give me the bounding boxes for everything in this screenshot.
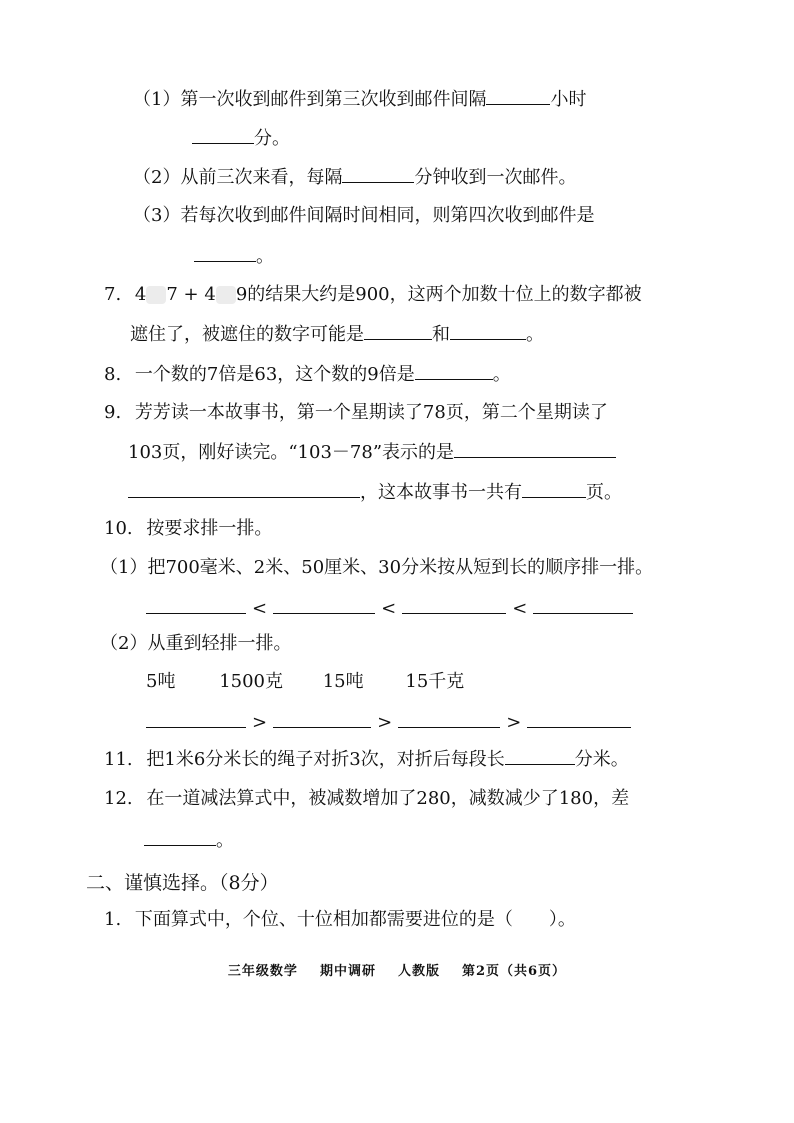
q10-part2 bbox=[100, 632, 291, 656]
footer-exam: 期中调研 bbox=[319, 964, 376, 979]
q7-hidden-digit-1 bbox=[146, 286, 166, 304]
section2-q1-text: 下面算式中，个位、十位相加都需要进位的是（ ）。 bbox=[134, 909, 576, 930]
q7-line2-text-a: 遮住了，被遮住的数字可能是 bbox=[130, 324, 364, 345]
q10-part2-gt-3: > bbox=[506, 712, 522, 733]
q10-number: 10. bbox=[104, 518, 133, 539]
q6-part3-line2 bbox=[194, 243, 274, 269]
q10-part2-items bbox=[146, 670, 464, 694]
q8-number: 8. bbox=[104, 364, 122, 385]
q10-text: 按要求排一排。 bbox=[146, 518, 273, 539]
q11-unit: 分米。 bbox=[574, 749, 629, 770]
q8-blank[interactable] bbox=[415, 361, 493, 380]
q7-line2-text-b: 和 bbox=[432, 324, 450, 345]
q10-part1-lt-2: < bbox=[381, 598, 397, 619]
q6-part3-blank[interactable] bbox=[194, 243, 256, 262]
q7-digit-a: 4 bbox=[134, 284, 147, 305]
q10-part2-gt-1: > bbox=[252, 712, 268, 733]
section2-title: 二、谨慎选择。（8分） bbox=[86, 872, 279, 894]
q9-line3-text-a: ，这本故事书一共有 bbox=[360, 482, 522, 503]
q10-part1-text: 把700毫米、2米、50厘米、30分米按从短到长的顺序排一排。 bbox=[147, 557, 654, 578]
q7-line2-end: 。 bbox=[526, 324, 544, 345]
q10-item-4: 15千克 bbox=[405, 671, 465, 692]
q9-line1-text: 芳芳读一本故事书，第一个星期读了78页，第二个星期读了 bbox=[134, 402, 608, 423]
q6-part1-blank-minutes[interactable] bbox=[192, 125, 254, 144]
q9-blank-pages[interactable] bbox=[522, 479, 586, 498]
q11-blank[interactable] bbox=[505, 746, 575, 765]
q9-blank-meaning-1[interactable] bbox=[454, 439, 616, 458]
q10-part1-blank-1[interactable] bbox=[146, 595, 246, 614]
q9-line3-end: 页。 bbox=[586, 482, 622, 503]
q10-part2-text: 从重到轻排一排。 bbox=[147, 633, 292, 654]
q10-part1 bbox=[100, 556, 653, 580]
q6-part1-text: 第一次收到邮件到第三次收到邮件间隔 bbox=[180, 89, 487, 110]
q10-part1-blank-2[interactable] bbox=[273, 595, 375, 614]
q6-part3-end: 。 bbox=[256, 246, 274, 267]
q8-line bbox=[104, 361, 511, 387]
q9-line2 bbox=[128, 439, 616, 465]
q10-part1-blank-4[interactable] bbox=[533, 595, 633, 614]
q6-part2-number: （2） bbox=[133, 167, 181, 188]
q7-line1 bbox=[104, 283, 642, 307]
q7-expr-b: 7 + 4 bbox=[166, 284, 216, 305]
q6-part3-text: 若每次收到邮件间隔时间相同，则第四次收到邮件是 bbox=[180, 205, 595, 226]
q6-part3-line1 bbox=[133, 204, 594, 228]
q10-part2-blank-1[interactable] bbox=[146, 709, 246, 728]
q10-part1-number: （1） bbox=[100, 557, 148, 578]
q12-text: 在一道减法算式中，被减数增加了280，减数减少了180，差 bbox=[146, 788, 630, 809]
q7-line2 bbox=[130, 321, 544, 347]
q10-part2-blank-3[interactable] bbox=[398, 709, 500, 728]
q9-line1 bbox=[104, 401, 608, 425]
q9-line2-text: 103页，刚好读完。“103－78”表示的是 bbox=[128, 442, 455, 463]
q12-line2 bbox=[144, 827, 234, 853]
q11-number: 11. bbox=[104, 749, 133, 770]
q6-part1-unit-hours: 小时 bbox=[550, 89, 587, 110]
q8-text: 一个数的7倍是63，这个数的9倍是 bbox=[134, 364, 415, 385]
q12-number: 12. bbox=[104, 788, 133, 809]
section2-q1 bbox=[104, 908, 576, 932]
page-footer bbox=[0, 960, 794, 979]
section2-q1-number: 1. bbox=[104, 909, 122, 930]
q12-line1 bbox=[104, 787, 629, 811]
q9-blank-meaning-2[interactable] bbox=[128, 479, 360, 498]
q12-blank[interactable] bbox=[144, 827, 216, 846]
q6-part2-text-b: 分钟收到一次邮件。 bbox=[414, 167, 577, 188]
q6-part2 bbox=[133, 164, 576, 190]
q10-part2-order-row bbox=[146, 709, 631, 735]
q9-number: 9. bbox=[104, 402, 122, 423]
q7-blank-2[interactable] bbox=[450, 321, 526, 340]
q11-text: 把1米6分米长的绳子对折3次，对折后每段长 bbox=[146, 749, 505, 770]
q8-end: 。 bbox=[492, 364, 511, 385]
q10-line bbox=[104, 517, 272, 541]
q10-item-3: 15吨 bbox=[322, 671, 364, 692]
q10-item-1: 5吨 bbox=[146, 671, 176, 692]
q6-part2-blank[interactable] bbox=[342, 164, 414, 183]
q10-item-2: 1500克 bbox=[219, 671, 283, 692]
footer-edition: 人教版 bbox=[397, 964, 440, 979]
q6-part3-number: （3） bbox=[133, 205, 181, 226]
footer-grade: 三年级数学 bbox=[227, 964, 298, 979]
q10-part2-blank-2[interactable] bbox=[273, 709, 371, 728]
q11-line bbox=[104, 746, 629, 772]
q10-part2-number: （2） bbox=[100, 633, 148, 654]
q12-end: 。 bbox=[216, 830, 234, 851]
q10-part1-lt-3: < bbox=[512, 598, 528, 619]
q9-line3 bbox=[128, 479, 622, 505]
q7-blank-1[interactable] bbox=[364, 321, 432, 340]
q6-part1-line1 bbox=[133, 86, 586, 112]
q10-part2-gt-2: > bbox=[377, 712, 393, 733]
q10-part2-blank-4[interactable] bbox=[527, 709, 631, 728]
q10-part1-blank-3[interactable] bbox=[402, 595, 506, 614]
q10-part1-lt-1: < bbox=[252, 598, 268, 619]
q10-part1-order-row bbox=[146, 595, 633, 621]
footer-page-number: 第2页（共6页） bbox=[461, 964, 567, 979]
q7-hidden-digit-2 bbox=[216, 286, 236, 304]
q6-part1-unit-minutes: 分。 bbox=[254, 128, 290, 149]
q6-part1-number: （1） bbox=[133, 89, 181, 110]
q6-part1-blank-hours[interactable] bbox=[486, 86, 550, 105]
q6-part2-text-a: 从前三次来看，每隔 bbox=[180, 167, 343, 188]
q7-number: 7. bbox=[104, 284, 122, 305]
q7-text: 9的结果大约是900，这两个加数十位上的数字都被 bbox=[235, 284, 642, 305]
q6-part1-line2 bbox=[192, 125, 290, 151]
